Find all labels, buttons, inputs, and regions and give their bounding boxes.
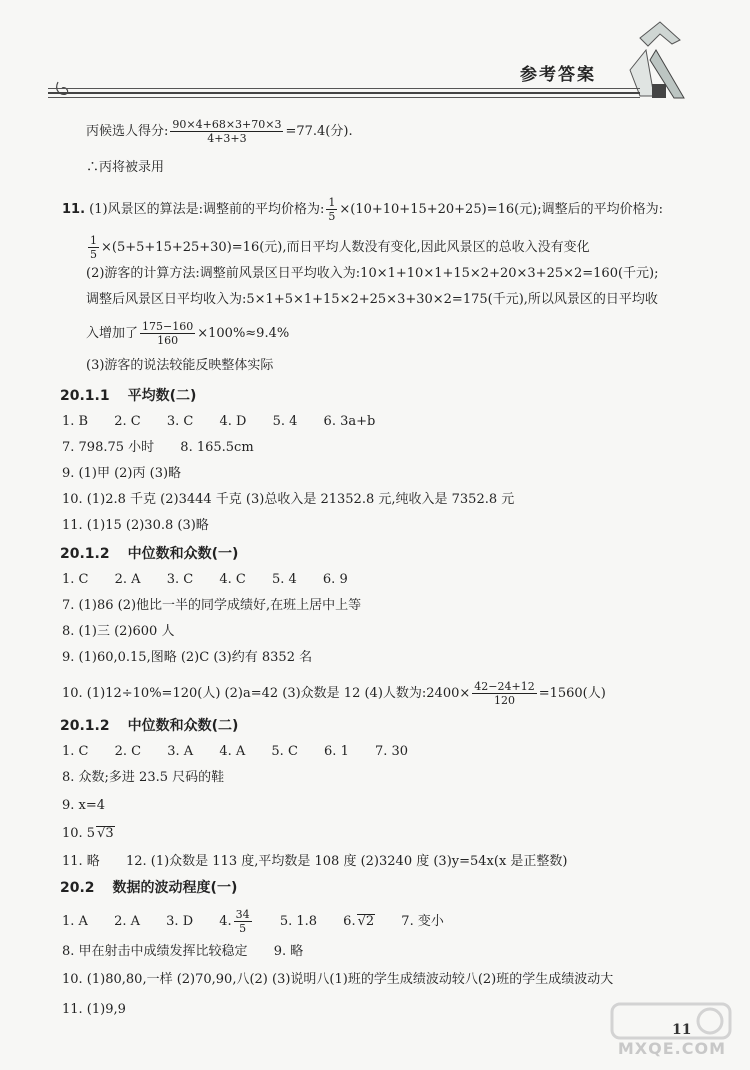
answer: 5. C xyxy=(271,744,298,759)
answer-row xyxy=(62,742,408,762)
text: =77.4(分). xyxy=(285,124,353,139)
answer: 8. 165.5cm xyxy=(180,440,254,455)
section-heading xyxy=(60,544,238,564)
answer: 6. 3a+b xyxy=(323,414,376,429)
section-number: 20.2 xyxy=(60,880,95,896)
text: 10. 5 xyxy=(62,826,96,841)
denominator: 4+3+3 xyxy=(207,132,247,145)
section-heading xyxy=(60,878,237,898)
section-heading xyxy=(60,386,196,406)
text: 10. (1)12÷10%=120(人) (2)a=42 (3)众数是 12 (4)人数为:2400× xyxy=(62,686,471,701)
section-title: 中位数和众数(一) xyxy=(127,546,239,562)
text-line xyxy=(86,320,289,347)
answer-row: 10. (1)2.8 千克 (2)3444 千克 (3)总收入是 21352.8 元,纯收入是 7352.8 元 xyxy=(62,492,515,507)
answer-row: 9. x=4 xyxy=(62,798,106,813)
answer-row xyxy=(62,680,606,707)
answer: 4. A xyxy=(219,744,246,759)
answer-row: 10. (1)80,80,一样 (2)70,90,八(2) (3)说明八(1)班的学生成绩波动较八(2)班的学生成绩波动大 xyxy=(62,972,614,987)
text-line xyxy=(86,118,353,145)
denominator: 120 xyxy=(493,694,515,707)
section-number: 20.1.2 xyxy=(60,546,110,562)
text-line: ∴丙将被录用 xyxy=(86,160,165,175)
page-number: 11 xyxy=(672,1022,692,1038)
answer-row: 8. (1)三 (2)600 人 xyxy=(62,624,175,639)
answer-row xyxy=(62,412,375,432)
page-title: 参考答案 xyxy=(520,65,596,85)
numerator: 42−24+12 xyxy=(474,680,535,693)
answer: 11. 略 xyxy=(62,854,100,869)
answer: 5. 4 xyxy=(272,414,298,429)
denominator: 160 xyxy=(157,334,179,347)
answer-row xyxy=(62,942,303,962)
numerator: 175−160 xyxy=(142,320,194,333)
answer: 3. A xyxy=(167,744,194,759)
text-line: (3)游客的说法较能反映整体实际 xyxy=(86,358,274,373)
text-line: 调整后风景区日平均收入为:5×1+5×1+15×2+25×3+30×2=175(千元),所以风景区的日平均收 xyxy=(86,292,658,307)
numerator: 90×4+68×3+70×3 xyxy=(172,118,282,131)
fraction xyxy=(326,196,337,223)
watermark-logo xyxy=(606,1000,736,1062)
answer: 6. 1 xyxy=(324,744,349,759)
answer: 3. D xyxy=(166,914,194,929)
answer-row: 11. (1)9,9 xyxy=(62,1002,126,1017)
answer: 1. C xyxy=(62,744,89,759)
answer: 5. 4 xyxy=(271,572,297,587)
answer: 4. C xyxy=(219,572,246,587)
answer: 4. xyxy=(219,914,232,929)
answer: 7. 30 xyxy=(374,744,409,759)
answer: 2. C xyxy=(114,744,142,759)
denominator: 5 xyxy=(90,248,97,261)
answer-row: 9. (1)甲 (2)丙 (3)略 xyxy=(62,466,182,481)
answer: 6. 9 xyxy=(322,572,348,587)
header-rule xyxy=(48,88,640,89)
answer-row xyxy=(62,908,444,935)
answer: 4. D xyxy=(219,414,247,429)
answer-row xyxy=(62,570,348,590)
header-rule xyxy=(48,92,640,94)
answer: 5. 1.8 xyxy=(279,914,318,929)
answer: 12. (1)众数是 113 度,平均数是 108 度 (2)3240 度 (3)y=54x(x 是正整数) xyxy=(125,854,568,869)
answer-row: 11. (1)15 (2)30.8 (3)略 xyxy=(62,518,209,533)
page-header xyxy=(0,0,750,110)
section-number: 20.1.2 xyxy=(60,718,110,734)
text: 丙候选人得分: xyxy=(86,124,169,139)
watermark-text: MXQE.COM xyxy=(617,1039,726,1058)
numerator: 34 xyxy=(235,908,250,921)
answer-row xyxy=(62,438,254,458)
header-rule xyxy=(48,97,640,98)
section-title: 中位数和众数(二) xyxy=(127,718,239,734)
answer: 1. A xyxy=(62,914,88,929)
fraction xyxy=(472,680,536,707)
text-line xyxy=(86,234,590,261)
answer: 8. 甲在射击中成绩发挥比较稳定 xyxy=(62,944,248,959)
answer: 2. C xyxy=(114,414,141,429)
text: ×(5+5+15+25+30)=16(元),而日平均人数没有变化,因此风景区的总收入没有变化 xyxy=(101,240,590,255)
text: ×(10+10+15+20+25)=16(元);调整后的平均价格为: xyxy=(339,202,664,217)
numerator: 1 xyxy=(90,234,97,247)
denominator: 5 xyxy=(328,210,336,223)
answer: 2. A xyxy=(114,914,141,929)
denominator: 5 xyxy=(239,922,247,935)
square-root: √2 xyxy=(357,914,375,929)
text-line xyxy=(62,196,663,223)
text-line: (2)游客的计算方法:调整前风景区日平均收入为:10×1+10×1+15×2+20×3+25×2=160(千元); xyxy=(86,266,659,281)
answer: 7. 798.75 小时 xyxy=(62,440,155,455)
answer: 2. A xyxy=(114,572,141,587)
answer: 3. C xyxy=(166,414,194,429)
question-number: 11. xyxy=(62,202,86,217)
radicand: 2 xyxy=(365,914,375,929)
section-number: 20.1.1 xyxy=(60,388,110,404)
answer: 7. 变小 xyxy=(401,914,444,929)
text: 入增加了 xyxy=(86,326,139,341)
square-root: √3 xyxy=(97,826,114,841)
fraction xyxy=(234,908,252,935)
answer: 3. C xyxy=(166,572,194,587)
numerator: 1 xyxy=(328,196,336,209)
answer-row xyxy=(62,852,568,872)
fraction xyxy=(88,234,99,261)
answer: 1. C xyxy=(62,572,89,587)
answer: 1. B xyxy=(62,414,89,429)
answer: 6. xyxy=(343,914,356,929)
answer: 9. 略 xyxy=(273,944,304,959)
text: (1)风景区的算法是:调整前的平均价格为: xyxy=(89,202,325,217)
section-title: 数据的波动程度(一) xyxy=(112,880,238,896)
answer-row: 8. 众数;多进 23.5 尺码的鞋 xyxy=(62,770,225,785)
answer-row: 7. (1)86 (2)他比一半的同学成绩好,在班上居中上等 xyxy=(62,598,362,613)
fraction xyxy=(140,320,195,347)
section-heading xyxy=(60,716,238,736)
fraction xyxy=(170,118,283,145)
radicand: 3 xyxy=(105,826,114,841)
answer-row xyxy=(62,824,115,844)
section-title: 平均数(二) xyxy=(127,388,197,404)
answer-row: 9. (1)60,0.15,图略 (2)C (3)约有 8352 名 xyxy=(62,650,313,665)
text: =1560(人) xyxy=(538,686,606,701)
text: ×100%≈9.4% xyxy=(197,326,290,341)
